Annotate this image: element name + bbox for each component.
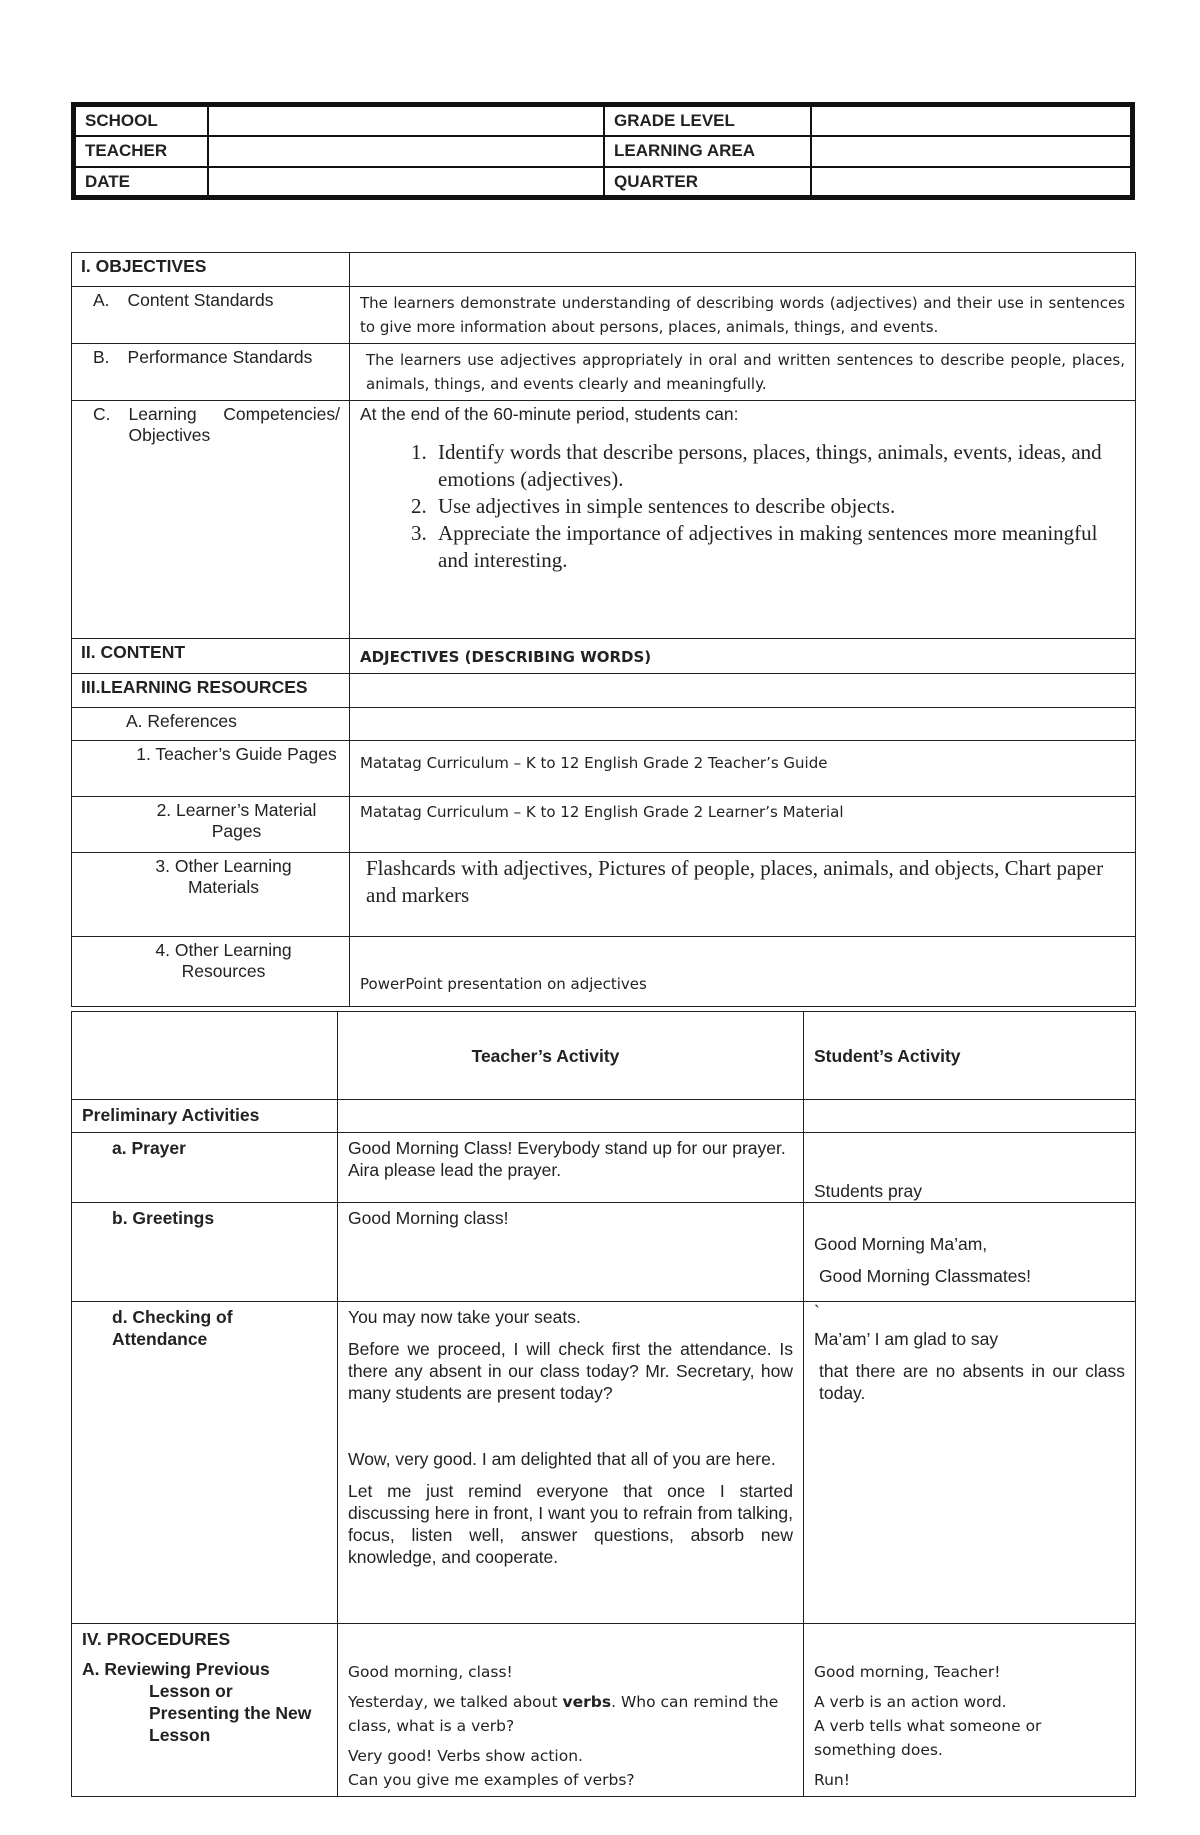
procedures-teacher-text-1: Good morning, class! (348, 1663, 513, 1681)
references-label: A. References (72, 708, 350, 741)
date-label: DATE (74, 167, 209, 198)
content-standards-label: Content Standards (127, 290, 274, 310)
quarter-label: QUARTER (604, 167, 811, 198)
procedures-student-text-2: A verb is an action word. (814, 1693, 1007, 1711)
attendance-teacher-text-3: Wow, very good. I am delighted that all of you are here. (348, 1449, 776, 1469)
teachers-guide-value: Matatag Curriculum – K to 12 English Grade 2 Teacher’s Guide (350, 741, 1136, 797)
greetings-label: b. Greetings (72, 1203, 338, 1302)
objectives-heading: I. OBJECTIVES (72, 253, 350, 287)
teacher-value (208, 136, 604, 167)
attendance-label-2: Attendance (112, 1329, 208, 1349)
attendance-teacher-text-4: Let me just remind everyone that once I started discussing here in front, I want you to refrain from talking, focus, listen well, answer questions, absorb new knowledge, and cooperate. (348, 1481, 793, 1567)
attendance-teacher-cell (338, 1302, 804, 1624)
procedures-teacher-text-2a: Yesterday, we talked about (348, 1693, 563, 1711)
step-a-label-2: Lesson or (149, 1681, 233, 1701)
content-heading: II. CONTENT (72, 639, 350, 674)
procedures-teacher-cell (338, 1624, 804, 1797)
teachers-guide-label: 1. Teacher’s Guide Pages (72, 741, 350, 797)
learners-material-value: Matatag Curriculum – K to 12 English Grade 2 Learner’s Material (350, 797, 1136, 853)
school-label: SCHOOL (74, 105, 209, 136)
objectives-table (71, 252, 1136, 1007)
other-resources-value: PowerPoint presentation on adjectives (350, 937, 1136, 1007)
content-value: ADJECTIVES (DESCRIBING WORDS) (350, 639, 1136, 674)
other-materials-label: 3. Other Learning Materials (72, 853, 350, 937)
student-activity-heading: Student’s Activity (804, 1012, 1136, 1100)
resources-heading: III.LEARNING RESOURCES (72, 674, 350, 708)
procedures-heading: IV. PROCEDURES (82, 1629, 231, 1649)
preliminary-teacher-cell (338, 1100, 804, 1133)
preliminary-activities-label: Preliminary Activities (72, 1100, 338, 1133)
competency-item: 1. Identify words that describe persons, places, things, animals, events, ideas, and emotions (adjectives). (432, 439, 1125, 493)
attendance-teacher-text-1: You may now take your seats. (348, 1307, 581, 1327)
other-resources-label: 4. Other Learning Resources (72, 937, 350, 1007)
other-materials-value: Flashcards with adjectives, Pictures of people, places, animals, and objects, Chart paper and markers (350, 853, 1136, 937)
procedures-student-cell (804, 1624, 1136, 1797)
prayer-label: a. Prayer (72, 1133, 338, 1203)
greetings-student-text-1: Good Morning Ma’am, (814, 1234, 988, 1254)
step-a-label-4: Lesson (149, 1725, 211, 1745)
prayer-teacher-text-2: Aira please lead the prayer. (348, 1160, 562, 1180)
preliminary-student-cell (804, 1100, 1136, 1133)
performance-standards-label: Performance Standards (127, 347, 313, 367)
attendance-label-cell (72, 1302, 338, 1624)
learning-area-label: LEARNING AREA (604, 136, 811, 167)
step-a-label-1: A. Reviewing Previous (82, 1659, 270, 1679)
procedures-label-cell (72, 1624, 338, 1797)
resources-heading-value (350, 674, 1136, 708)
teacher-activity-heading: Teacher’s Activity (338, 1012, 804, 1100)
procedures-teacher-text-2 (348, 1690, 793, 1738)
grade-level-label: GRADE LEVEL (604, 105, 811, 136)
grade-level-value (811, 105, 1133, 136)
procedures-student-text-1: Good morning, Teacher! (814, 1663, 1001, 1681)
greetings-student-text-2: Good Morning Classmates! (819, 1266, 1032, 1286)
procedures-teacher-text-2c: . Who can remind the class, what is a verb? (348, 1693, 779, 1735)
objectives-heading-value (350, 253, 1136, 287)
procedures-student-text-4: Run! (814, 1771, 850, 1789)
school-value (208, 105, 604, 136)
greetings-student-cell (804, 1203, 1136, 1302)
teacher-label: TEACHER (74, 136, 209, 167)
performance-standards-letter: B. (93, 347, 110, 367)
prayer-teacher-text: Good Morning Class! Everybody stand up for our prayer. (348, 1138, 786, 1158)
header-table (71, 102, 1135, 200)
references-value (350, 708, 1136, 741)
prayer-student-text: Students pray (804, 1133, 1136, 1203)
attendance-student-text-2: that there are no absents in our class today. (819, 1361, 1125, 1403)
attendance-student-mark: ` (814, 1302, 820, 1322)
procedures-student-text-3: A verb tells what someone or something does. (814, 1717, 1042, 1759)
competencies-label: Learning Competencies/ Objectives (128, 404, 340, 445)
attendance-label-1: d. Checking of (112, 1307, 233, 1327)
activities-table (71, 1011, 1136, 1797)
learners-material-label: 2. Learner’s Material Pages (72, 797, 350, 853)
competency-item: 3. Appreciate the importance of adjectives in making sentences more meaningful and interesting. (432, 520, 1125, 574)
performance-standards-label-cell (72, 344, 350, 401)
competency-item: 2. Use adjectives in simple sentences to describe objects. (432, 493, 1125, 520)
content-standards-letter: A. (93, 290, 110, 310)
competencies-letter: C. (93, 404, 111, 424)
competencies-cell (350, 401, 1136, 639)
attendance-student-text-1: Ma’am’ I am glad to say (814, 1329, 999, 1349)
step-a-label-3: Presenting the New (149, 1703, 312, 1723)
attendance-teacher-text-2: Before we proceed, I will check first the attendance. Is there any absent in our class today? Mr. Secretary, how many students are present today? (348, 1339, 793, 1403)
learning-area-value (811, 136, 1133, 167)
performance-standards-text: The learners use adjectives appropriately in oral and written sentences to describe people, places, animals, things, and events clearly and meaningfully. (350, 344, 1136, 401)
prayer-teacher-cell (338, 1133, 804, 1203)
procedures-teacher-text-4: Can you give me examples of verbs? (348, 1771, 635, 1789)
competencies-intro: At the end of the 60-minute period, students can: (360, 404, 739, 424)
activities-corner (72, 1012, 338, 1100)
content-standards-label-cell (72, 287, 350, 344)
date-value (208, 167, 604, 198)
attendance-student-cell (804, 1302, 1136, 1624)
procedures-teacher-text-3: Very good! Verbs show action. (348, 1747, 583, 1765)
greetings-teacher-text: Good Morning class! (338, 1203, 804, 1302)
procedures-teacher-text-2b: verbs (562, 1693, 612, 1711)
content-standards-text: The learners demonstrate understanding of describing words (adjectives) and their use in sentences to give more information about persons, places, animals, things, and events. (350, 287, 1136, 344)
quarter-value (811, 167, 1133, 198)
competencies-label-cell (72, 401, 350, 639)
competencies-list (360, 439, 1125, 574)
